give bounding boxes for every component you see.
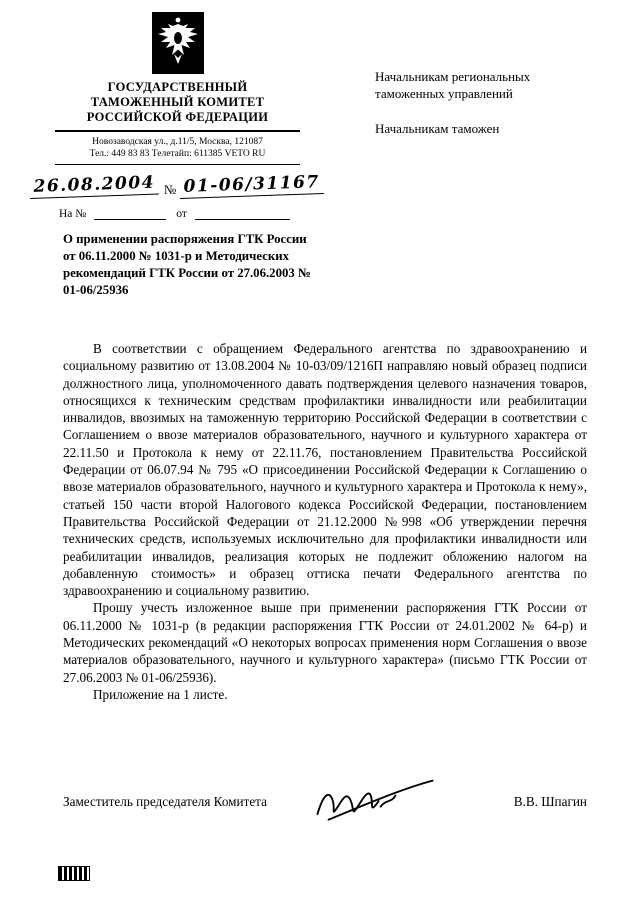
ref-from-label: от <box>176 208 187 220</box>
org-name-line1: ГОСУДАРСТВЕННЫЙ <box>107 80 248 94</box>
body-paragraph-1: В соответствии с обращением Федерального агентства по здравоохранению и социальному развитию от 13.08.2004 № 10-03/09/1216П направляю новый образец подписи должностного лица, уполномоченного давать подтверждения целевого назначения товаров, относящихся к техническим средствам профилактики инвалидности или реабилитации инвалидов, ввозимых на таможенную территорию Российской Федерации в соответствии с Соглашением о ввозе материалов образовательного, научного и культурного характера от 22.11.50 и Протокола к нему от 22.11.76, постановлением Правительства Российской Федерации от 06.07.94 № 795 «О присоединении Российской Федерации к Соглашению о ввозе материалов образовательного, научного и культурного характера и Протокола к нему», статьей 150 части второй Налогового кодекса Российской Федерации, постановлением Правительства Российской Федерации от 21.12.2000 №998 «Об утверждении перечня технических средств, используемых исключительно для профилактики инвалидности или реабилитации инвалидов, реализация которых не подлежит обложению налогом на добавленную стоимость» и образец оттиска печати Федерального агентства по здравоохранению и социальному развитию. <box>63 341 587 599</box>
org-name-line3: РОССИЙСКОЙ ФЕДЕРАЦИИ <box>86 110 269 124</box>
recipient-line2: таможенных управлений <box>375 86 513 101</box>
org-name <box>55 80 300 125</box>
incoming-ref-row <box>55 207 300 220</box>
handwritten-signature-icon <box>310 778 440 826</box>
header-divider-bottom <box>55 164 300 165</box>
number-sign: № <box>163 182 177 197</box>
signature-row <box>63 778 587 826</box>
ref-number-blank <box>94 207 166 220</box>
recipient-line1: Начальникам региональных <box>375 69 531 84</box>
letterhead <box>33 12 321 220</box>
signer-position: Заместитель председателя Комитета <box>63 794 267 809</box>
ref-prefix-label: На № <box>59 208 87 220</box>
double-headed-eagle-icon <box>156 16 200 70</box>
address-line2: Тел.: 449 83 83 Телетайп: 611385 VETO RU <box>89 149 266 159</box>
attachment-note: Приложение на 1 листе. <box>93 686 228 702</box>
handwritten-number: 01-06/31167 <box>180 172 325 199</box>
coat-of-arms-icon <box>152 12 204 74</box>
recipient-line3: Начальникам таможен <box>375 121 500 136</box>
ref-date-blank <box>195 207 290 220</box>
org-address <box>55 136 300 160</box>
body-paragraph-2: Прошу учесть изложенное выше при применении распоряжения ГТК России от 06.11.2000 № 1031-р (в редакции распоряжения ГТК России от 24.01.2002 № 64-р) и Методических рекомендаций «О некоторых вопросах применения норм Соглашения о ввозе материалов образовательного, научного и культурного характера» (письмо ГТК России от 27.06.2003 № 01-06/25936). <box>63 600 587 685</box>
subject-block: О применении распоряжения ГТК России от 06.11.2000 № 1031-р и Методических рекомендаций ГТК России от 27.06.2003 № 01-06/25936 <box>63 232 311 297</box>
outgoing-ref-row <box>33 171 321 199</box>
control-mark <box>58 866 90 881</box>
handwritten-date: 26.08.2004 <box>30 172 160 199</box>
letter-body <box>63 340 587 703</box>
signer-name: В.В. Шпагин <box>513 794 587 809</box>
header-divider-top <box>55 130 300 132</box>
recipients-block <box>375 68 590 137</box>
org-name-line2: ТАМОЖЕННЫЙ КОМИТЕТ <box>90 95 265 109</box>
address-line1: Новозаводская ул., д.11/5, Москва, 121087 <box>92 137 263 147</box>
